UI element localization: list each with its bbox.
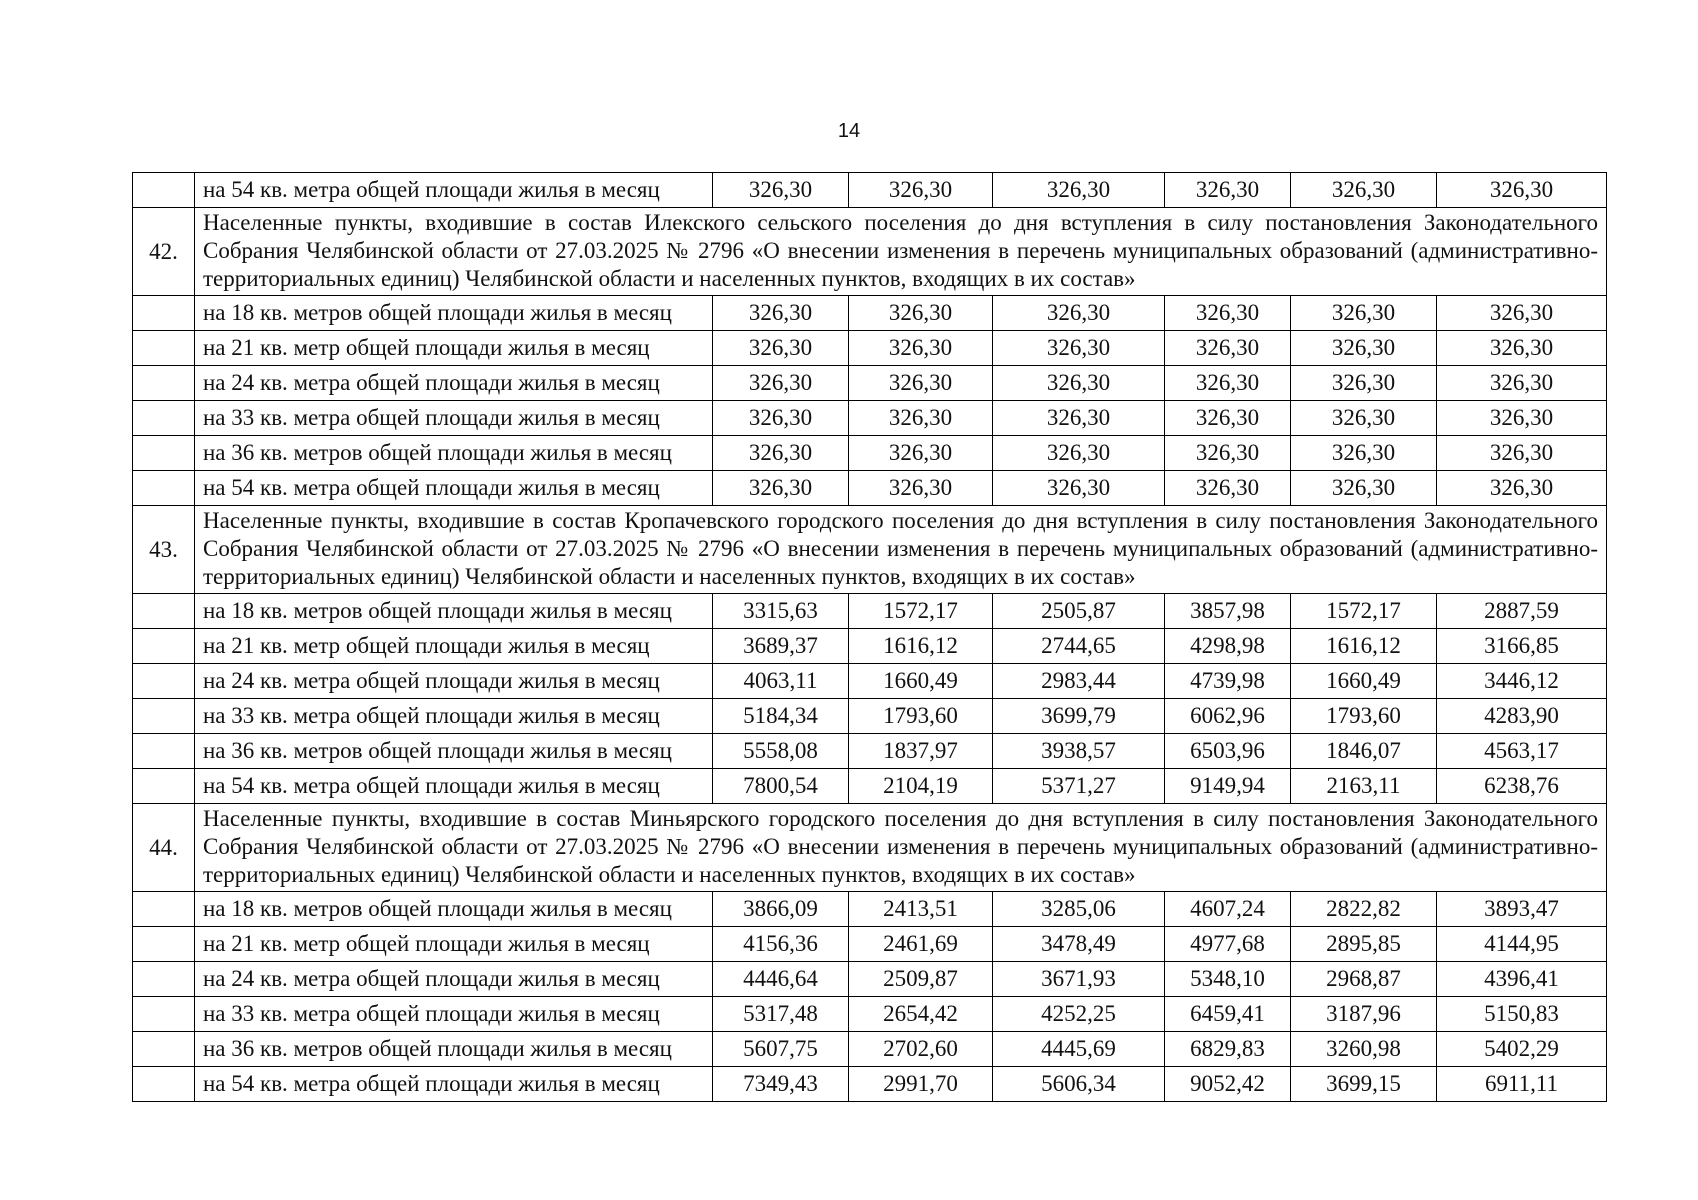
table-row bbox=[133, 1032, 1607, 1067]
table-row bbox=[133, 734, 1607, 769]
value-cell: 3260,98 bbox=[1291, 1032, 1437, 1067]
value-cell: 9052,42 bbox=[1165, 1067, 1291, 1102]
value-cell: 3893,47 bbox=[1437, 892, 1607, 927]
row-label: на 33 кв. метра общей площади жилья в месяц bbox=[195, 699, 713, 734]
table-row bbox=[133, 594, 1607, 629]
value-cell: 2887,59 bbox=[1437, 594, 1607, 629]
row-number-cell bbox=[133, 296, 195, 331]
value-cell: 6829,83 bbox=[1165, 1032, 1291, 1067]
table-row bbox=[133, 997, 1607, 1032]
value-cell: 326,30 bbox=[713, 296, 849, 331]
value-cell: 5558,08 bbox=[713, 734, 849, 769]
row-number-cell bbox=[133, 366, 195, 401]
value-cell: 326,30 bbox=[1291, 401, 1437, 436]
section-row bbox=[133, 804, 1607, 892]
row-number-cell bbox=[133, 664, 195, 699]
table-row bbox=[133, 769, 1607, 804]
row-number-cell bbox=[133, 892, 195, 927]
row-number-cell bbox=[133, 401, 195, 436]
value-cell: 6062,96 bbox=[1165, 699, 1291, 734]
row-number-cell bbox=[133, 769, 195, 804]
value-cell: 2702,60 bbox=[849, 1032, 993, 1067]
value-cell: 326,30 bbox=[1291, 173, 1437, 208]
value-cell: 5348,10 bbox=[1165, 962, 1291, 997]
value-cell: 326,30 bbox=[993, 401, 1165, 436]
value-cell: 3446,12 bbox=[1437, 664, 1607, 699]
value-cell: 326,30 bbox=[1437, 331, 1607, 366]
row-label: на 36 кв. метров общей площади жилья в месяц bbox=[195, 1032, 713, 1067]
value-cell: 4156,36 bbox=[713, 927, 849, 962]
row-label: на 24 кв. метра общей площади жилья в месяц bbox=[195, 366, 713, 401]
value-cell: 326,30 bbox=[993, 366, 1165, 401]
value-cell: 1660,49 bbox=[849, 664, 993, 699]
section-number: 43. bbox=[133, 506, 195, 594]
value-cell: 3187,96 bbox=[1291, 997, 1437, 1032]
value-cell: 9149,94 bbox=[1165, 769, 1291, 804]
value-cell: 2505,87 bbox=[993, 594, 1165, 629]
row-number-cell bbox=[133, 1067, 195, 1102]
table-row bbox=[133, 699, 1607, 734]
value-cell: 326,30 bbox=[1291, 331, 1437, 366]
value-cell: 326,30 bbox=[849, 296, 993, 331]
row-label: на 24 кв. метра общей площади жилья в месяц bbox=[195, 962, 713, 997]
value-cell: 3478,49 bbox=[993, 927, 1165, 962]
value-cell: 4739,98 bbox=[1165, 664, 1291, 699]
value-cell: 5184,34 bbox=[713, 699, 849, 734]
value-cell: 3866,09 bbox=[713, 892, 849, 927]
table-row bbox=[133, 927, 1607, 962]
value-cell: 326,30 bbox=[1291, 366, 1437, 401]
row-label: на 21 кв. метр общей площади жилья в месяц bbox=[195, 629, 713, 664]
table-row bbox=[133, 366, 1607, 401]
value-cell: 4283,90 bbox=[1437, 699, 1607, 734]
value-cell: 326,30 bbox=[849, 471, 993, 506]
value-cell: 4446,64 bbox=[713, 962, 849, 997]
row-label: на 18 кв. метров общей площади жилья в месяц bbox=[195, 594, 713, 629]
value-cell: 1793,60 bbox=[849, 699, 993, 734]
row-number-cell bbox=[133, 436, 195, 471]
table-row bbox=[133, 296, 1607, 331]
value-cell: 5371,27 bbox=[993, 769, 1165, 804]
section-heading: Населенные пункты, входившие в состав Миньярского городского поселения до дня вступления в силу постановления Законодательного Собрания Челябинской области от 27.03.2025 № 2796 «О внесении изменения в перечень муниципальных образований (административно-территориальных единиц) Челябинской области и населенных пунктов, входящих в их состав» bbox=[195, 804, 1607, 892]
row-number-cell bbox=[133, 962, 195, 997]
value-cell: 1846,07 bbox=[1291, 734, 1437, 769]
section-row bbox=[133, 208, 1607, 296]
row-number-cell bbox=[133, 173, 195, 208]
row-number-cell bbox=[133, 629, 195, 664]
value-cell: 2822,82 bbox=[1291, 892, 1437, 927]
row-number-cell bbox=[133, 997, 195, 1032]
value-cell: 6238,76 bbox=[1437, 769, 1607, 804]
value-cell: 1572,17 bbox=[1291, 594, 1437, 629]
value-cell: 7800,54 bbox=[713, 769, 849, 804]
row-number-cell bbox=[133, 927, 195, 962]
value-cell: 3315,63 bbox=[713, 594, 849, 629]
value-cell: 326,30 bbox=[1165, 471, 1291, 506]
table-row bbox=[133, 331, 1607, 366]
value-cell: 2895,85 bbox=[1291, 927, 1437, 962]
value-cell: 4298,98 bbox=[1165, 629, 1291, 664]
row-number-cell bbox=[133, 471, 195, 506]
table-row bbox=[133, 629, 1607, 664]
row-number-cell bbox=[133, 1032, 195, 1067]
value-cell: 2968,87 bbox=[1291, 962, 1437, 997]
value-cell: 326,30 bbox=[1437, 436, 1607, 471]
value-cell: 2413,51 bbox=[849, 892, 993, 927]
value-cell: 326,30 bbox=[1437, 173, 1607, 208]
value-cell: 3699,79 bbox=[993, 699, 1165, 734]
value-cell: 326,30 bbox=[1165, 401, 1291, 436]
value-cell: 6911,11 bbox=[1437, 1067, 1607, 1102]
table-row bbox=[133, 436, 1607, 471]
table-row bbox=[133, 173, 1607, 208]
value-cell: 326,30 bbox=[849, 173, 993, 208]
value-cell: 4563,17 bbox=[1437, 734, 1607, 769]
row-label: на 54 кв. метра общей площади жилья в месяц bbox=[195, 173, 713, 208]
value-cell: 4445,69 bbox=[993, 1032, 1165, 1067]
page-number: 14 bbox=[837, 120, 861, 142]
value-cell: 2104,19 bbox=[849, 769, 993, 804]
table-row bbox=[133, 962, 1607, 997]
value-cell: 326,30 bbox=[713, 331, 849, 366]
value-cell: 5150,83 bbox=[1437, 997, 1607, 1032]
value-cell: 1660,49 bbox=[1291, 664, 1437, 699]
value-cell: 1616,12 bbox=[1291, 629, 1437, 664]
value-cell: 3699,15 bbox=[1291, 1067, 1437, 1102]
value-cell: 5317,48 bbox=[713, 997, 849, 1032]
value-cell: 3857,98 bbox=[1165, 594, 1291, 629]
value-cell: 6503,96 bbox=[1165, 734, 1291, 769]
value-cell: 5402,29 bbox=[1437, 1032, 1607, 1067]
value-cell: 326,30 bbox=[1165, 296, 1291, 331]
value-cell: 1616,12 bbox=[849, 629, 993, 664]
value-cell: 4396,41 bbox=[1437, 962, 1607, 997]
row-label: на 18 кв. метров общей площади жилья в месяц bbox=[195, 296, 713, 331]
section-row bbox=[133, 506, 1607, 594]
row-number-cell bbox=[133, 594, 195, 629]
value-cell: 326,30 bbox=[849, 436, 993, 471]
table-row bbox=[133, 664, 1607, 699]
value-cell: 3671,93 bbox=[993, 962, 1165, 997]
value-cell: 326,30 bbox=[1437, 471, 1607, 506]
section-number: 42. bbox=[133, 208, 195, 296]
row-label: на 36 кв. метров общей площади жилья в месяц bbox=[195, 436, 713, 471]
row-label: на 21 кв. метр общей площади жилья в месяц bbox=[195, 927, 713, 962]
value-cell: 326,30 bbox=[849, 401, 993, 436]
tariff-table bbox=[132, 172, 1607, 1102]
row-label: на 33 кв. метра общей площади жилья в месяц bbox=[195, 401, 713, 436]
row-label: на 21 кв. метр общей площади жилья в месяц bbox=[195, 331, 713, 366]
row-label: на 54 кв. метра общей площади жилья в месяц bbox=[195, 471, 713, 506]
value-cell: 3166,85 bbox=[1437, 629, 1607, 664]
value-cell: 326,30 bbox=[713, 401, 849, 436]
row-label: на 36 кв. метров общей площади жилья в месяц bbox=[195, 734, 713, 769]
value-cell: 4063,11 bbox=[713, 664, 849, 699]
section-number: 44. bbox=[133, 804, 195, 892]
value-cell: 5607,75 bbox=[713, 1032, 849, 1067]
row-label: на 54 кв. метра общей площади жилья в месяц bbox=[195, 769, 713, 804]
row-label: на 54 кв. метра общей площади жилья в месяц bbox=[195, 1067, 713, 1102]
table-row bbox=[133, 401, 1607, 436]
row-number-cell bbox=[133, 331, 195, 366]
value-cell: 2509,87 bbox=[849, 962, 993, 997]
value-cell: 326,30 bbox=[1291, 296, 1437, 331]
value-cell: 326,30 bbox=[849, 366, 993, 401]
value-cell: 326,30 bbox=[1165, 366, 1291, 401]
value-cell: 2163,11 bbox=[1291, 769, 1437, 804]
value-cell: 1793,60 bbox=[1291, 699, 1437, 734]
table-row bbox=[133, 1067, 1607, 1102]
value-cell: 4144,95 bbox=[1437, 927, 1607, 962]
value-cell: 6459,41 bbox=[1165, 997, 1291, 1032]
section-heading: Населенные пункты, входившие в состав Кропачевского городского поселения до дня вступления в силу постановления Законодательного Собрания Челябинской области от 27.03.2025 № 2796 «О внесении изменения в перечень муниципальных образований (административно-территориальных единиц) Челябинской области и населенных пунктов, входящих в их состав» bbox=[195, 506, 1607, 594]
value-cell: 4977,68 bbox=[1165, 927, 1291, 962]
value-cell: 326,30 bbox=[1291, 471, 1437, 506]
value-cell: 1572,17 bbox=[849, 594, 993, 629]
value-cell: 2983,44 bbox=[993, 664, 1165, 699]
value-cell: 326,30 bbox=[713, 366, 849, 401]
table-row bbox=[133, 471, 1607, 506]
row-label: на 33 кв. метра общей площади жилья в месяц bbox=[195, 997, 713, 1032]
value-cell: 4607,24 bbox=[1165, 892, 1291, 927]
value-cell: 326,30 bbox=[1437, 401, 1607, 436]
value-cell: 326,30 bbox=[993, 471, 1165, 506]
value-cell: 326,30 bbox=[1437, 366, 1607, 401]
value-cell: 326,30 bbox=[1165, 331, 1291, 366]
value-cell: 2461,69 bbox=[849, 927, 993, 962]
value-cell: 326,30 bbox=[1437, 296, 1607, 331]
row-label: на 18 кв. метров общей площади жилья в месяц bbox=[195, 892, 713, 927]
value-cell: 3938,57 bbox=[993, 734, 1165, 769]
value-cell: 4252,25 bbox=[993, 997, 1165, 1032]
row-number-cell bbox=[133, 734, 195, 769]
value-cell: 326,30 bbox=[849, 331, 993, 366]
value-cell: 326,30 bbox=[713, 436, 849, 471]
value-cell: 2991,70 bbox=[849, 1067, 993, 1102]
value-cell: 326,30 bbox=[1291, 436, 1437, 471]
value-cell: 3689,37 bbox=[713, 629, 849, 664]
table-body bbox=[133, 173, 1607, 1102]
value-cell: 3285,06 bbox=[993, 892, 1165, 927]
value-cell: 326,30 bbox=[993, 173, 1165, 208]
value-cell: 326,30 bbox=[993, 331, 1165, 366]
table-row bbox=[133, 892, 1607, 927]
value-cell: 326,30 bbox=[993, 436, 1165, 471]
section-heading: Населенные пункты, входившие в состав Илекского сельского поселения до дня вступления в силу постановления Законодательного Собрания Челябинской области от 27.03.2025 № 2796 «О внесении изменения в перечень муниципальных образований (административно-территориальных единиц) Челябинской области и населенных пунктов, входящих в их состав» bbox=[195, 208, 1607, 296]
value-cell: 326,30 bbox=[713, 173, 849, 208]
value-cell: 2654,42 bbox=[849, 997, 993, 1032]
row-number-cell bbox=[133, 699, 195, 734]
value-cell: 326,30 bbox=[713, 471, 849, 506]
value-cell: 2744,65 bbox=[993, 629, 1165, 664]
value-cell: 5606,34 bbox=[993, 1067, 1165, 1102]
value-cell: 1837,97 bbox=[849, 734, 993, 769]
row-label: на 24 кв. метра общей площади жилья в месяц bbox=[195, 664, 713, 699]
value-cell: 326,30 bbox=[1165, 173, 1291, 208]
value-cell: 326,30 bbox=[1165, 436, 1291, 471]
value-cell: 326,30 bbox=[993, 296, 1165, 331]
value-cell: 7349,43 bbox=[713, 1067, 849, 1102]
